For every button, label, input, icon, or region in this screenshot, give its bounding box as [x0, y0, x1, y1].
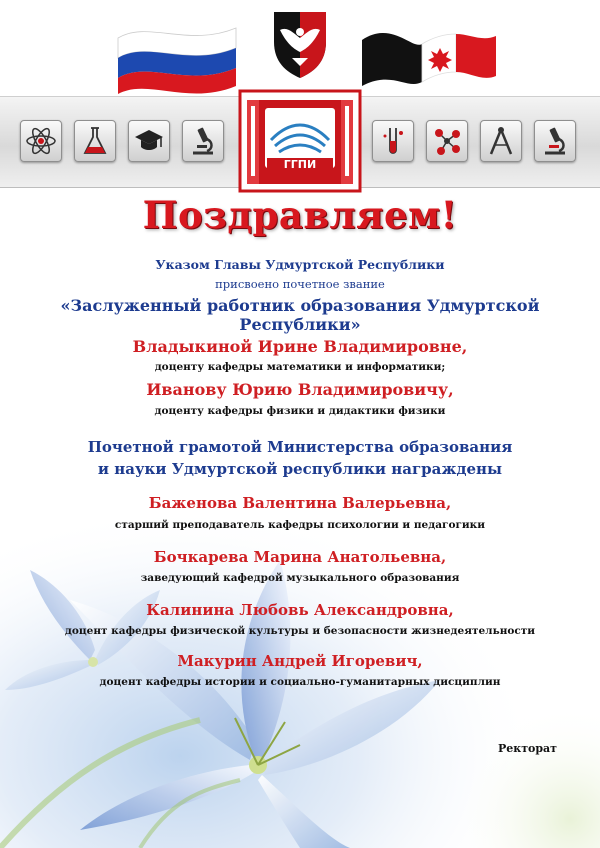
ggpi-logo — [237, 88, 363, 194]
microscope-icon — [534, 120, 576, 162]
honor-title: «Заслуженный работник образования Удмуртской Республики» — [60, 296, 540, 334]
decree-line-2: присвоено почетное звание — [215, 277, 385, 291]
udmurtia-flag — [352, 20, 502, 94]
decree-line-1: Указом Главы Удмуртской Республики — [155, 257, 445, 272]
awardee-position: доцент кафедры физической культуры и безопасности жизнедеятельности — [64, 625, 536, 637]
awardee-name: Баженова Валентина Валерьевна, — [148, 494, 452, 512]
awardee-position: доцент кафедры истории и социально-гуманитарных дисциплин — [99, 676, 501, 688]
signature: Ректорат — [498, 742, 558, 755]
award-line-1: Почетной грамотой Министерства образования — [87, 438, 513, 456]
graduation-cap-icon — [128, 120, 170, 162]
awardee-position: заведующий кафедрой музыкального образования — [140, 572, 460, 584]
awardee-name: Макурин Андрей Игоревич, — [177, 652, 423, 670]
microscope-icon — [182, 120, 224, 162]
honoree-name: Иванову Юрию Владимировичу, — [146, 380, 454, 399]
compass-icon — [480, 120, 522, 162]
awardee-position: старший преподаватель кафедры психологии и педагогики — [114, 519, 486, 531]
russia-flag — [108, 20, 242, 94]
udmurtia-coat-of-arms — [270, 8, 330, 80]
logo-text: ГГПИ — [283, 158, 317, 171]
flask-icon — [74, 120, 116, 162]
honoree-name: Владыкиной Ирине Владимировне, — [132, 337, 468, 356]
molecule-icon — [426, 120, 468, 162]
atom-icon — [20, 120, 62, 162]
test-tube-icon — [372, 120, 414, 162]
honoree-position: доценту кафедры физики и дидактики физики — [154, 405, 446, 417]
page-title: Поздравляем! — [142, 193, 458, 237]
honoree-position: доценту кафедры математики и информатики; — [154, 361, 446, 373]
award-line-2: и науки Удмуртской республики награждены — [97, 460, 503, 478]
awardee-name: Бочкарева Марина Анатольевна, — [153, 548, 447, 566]
awardee-name: Калинина Любовь Александровна, — [146, 601, 454, 619]
